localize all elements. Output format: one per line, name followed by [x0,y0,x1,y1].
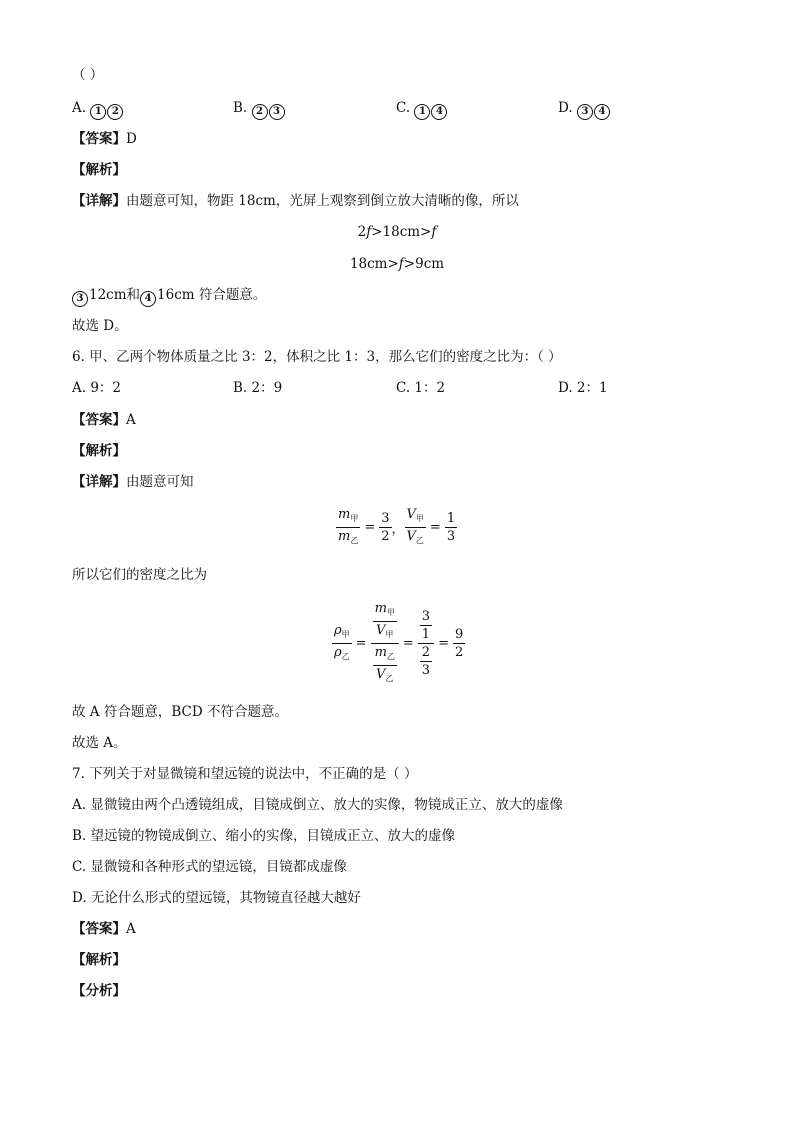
numerator: 3 [421,609,431,624]
q6-detail [72,473,194,491]
complex-fraction-numbers [418,608,434,679]
conclusion-part: 16cm 符合题意。 [157,287,267,303]
var-rho: ρ [334,623,342,638]
fraction-3-1 [420,608,432,643]
denominator: 2 [454,645,464,660]
answer-value: D [126,131,137,147]
sub-yi: 乙 [385,674,394,683]
circled-number: 1 [90,104,106,120]
var-m: m [374,645,387,660]
complex-fraction-mv [371,600,399,687]
circled-number: 4 [140,291,156,307]
var-m: m [338,529,351,544]
q7-option-d: D. 无论什么形式的望远镜，其物镜直径越大越好 [72,890,361,906]
sub-yi: 乙 [386,652,395,661]
answer-tag: 【答案】 [72,921,126,937]
q5-option-d [558,99,611,120]
q5-conclusion [72,286,266,307]
q6-density-formula [332,600,465,687]
fraction-9-2 [453,626,465,661]
q5-answer [72,130,137,148]
var-rho: ρ [334,645,342,660]
q5-paren: （ ） [72,67,104,83]
q5-equation-2 [0,255,794,273]
volume-ratio-fraction [405,506,426,549]
answer-value: A [126,921,136,937]
equals-sign: = [402,636,414,651]
sub-jia: 甲 [386,608,395,617]
q7-option-c: C. 显微镜和各种形式的望远镜，目镜都成虚像 [72,859,347,875]
option-letter: A. [72,100,87,116]
conclusion-part: 12cm和 [89,287,141,303]
fraction-2-3 [420,644,432,679]
q6-conclusion: 故 A 符合题意，BCD 不符合题意。 [72,704,288,720]
answer-value: A [126,412,136,428]
denominator: 1 [421,627,431,642]
q6-choose: 故选 A。 [72,735,127,751]
q6-option-b: B. 2：9 [233,380,283,396]
q7-analysis-tag: 【解析】 [72,952,126,968]
eq-part: 18cm> [349,256,399,272]
circled-number: 3 [577,104,593,120]
sub-yi: 乙 [341,652,350,661]
circled-number: 1 [414,104,430,120]
denominator: 2 [381,529,390,544]
comma: ， [391,522,405,537]
detail-text: 由题意可知 [126,474,194,490]
option-letter: B. [233,100,248,116]
circled-number: 2 [107,104,123,120]
sub-yi: 乙 [415,536,424,545]
q6-analysis-tag: 【解析】 [72,443,126,459]
sub-jia: 甲 [341,630,350,639]
numerator: 1 [446,511,456,526]
eq-var: f [366,224,372,240]
var-m: m [374,601,387,616]
q6-answer [72,411,136,429]
q5-option-c [396,99,448,120]
detail-tag: 【详解】 [72,474,126,490]
circled-number: 4 [594,104,610,120]
denominator: 3 [446,529,456,544]
mass-ratio-fraction [336,506,360,549]
numerator: 3 [381,511,390,526]
var-v: V [376,623,386,638]
q6-stem: 6. 甲、乙两个物体质量之比 3：2，体积之比 1：3，那么它们的密度之比为：（ ） [72,349,562,365]
q5-equation-1 [0,223,794,241]
q7-answer [72,920,136,938]
circled-number: 3 [269,104,285,120]
equals-sign: = [355,636,367,651]
var-v: V [406,507,416,522]
sub-jia: 甲 [415,514,424,523]
answer-tag: 【答案】 [72,412,126,428]
equals-sign: = [364,520,376,535]
sub-jia: 甲 [385,630,394,639]
sub-jia: 甲 [350,514,359,523]
q5-option-a [72,99,124,120]
var-m: m [338,507,351,522]
eq-var: f [398,256,404,272]
fraction-1-3 [445,510,457,545]
q6-option-c: C. 1：2 [396,380,446,396]
numerator: 9 [454,627,464,642]
var-v: V [376,667,386,682]
detail-text: 由题意可知，物距 18cm，光屏上观察到倒立放大清晰的像，所以 [126,193,519,209]
q5-analysis-tag: 【解析】 [72,162,126,178]
detail-tag: 【详解】 [72,193,126,209]
denominator: 3 [421,663,431,678]
circled-number: 4 [431,104,447,120]
q6-option-a: A. 9：2 [72,380,122,396]
density-ratio-fraction [332,622,352,665]
q5-choose: 故选 D。 [72,318,128,334]
numerator: 2 [421,645,431,660]
m-over-v-yi [373,644,397,687]
equals-sign: = [429,520,441,535]
q5-detail [72,192,519,210]
option-letter: C. [396,100,411,116]
answer-tag: 【答案】 [72,131,126,147]
var-v: V [406,529,416,544]
m-over-v-jia [373,600,397,643]
q6-ratio-formula [336,506,457,549]
eq-part: >9cm [403,256,445,272]
fraction-3-2 [379,510,391,545]
equals-sign: = [438,636,449,651]
q6-option-d: D. 2：1 [558,380,608,396]
option-letter: D. [558,100,573,116]
eq-part: >18cm> [371,224,432,240]
circled-number: 2 [252,104,268,120]
eq-part: 2 [357,224,367,240]
q7-option-b: B. 望远镜的物镜成倒立、缩小的实像，目镜成正立、放大的虚像 [72,828,456,844]
q7-stem: 7. 下列关于对显微镜和望远镜的说法中，不正确的是（ ） [72,766,418,782]
eq-var: f [431,224,437,240]
q5-option-b [233,99,286,120]
sub-yi: 乙 [350,536,359,545]
q7-option-a: A. 显微镜由两个凸透镜组成，目镜成倒立、放大的实像，物镜成正立、放大的虚像 [72,797,563,813]
circled-number: 3 [72,291,88,307]
q7-fenxi-tag: 【分析】 [72,983,126,999]
q6-density-text: 所以它们的密度之比为 [72,567,207,583]
